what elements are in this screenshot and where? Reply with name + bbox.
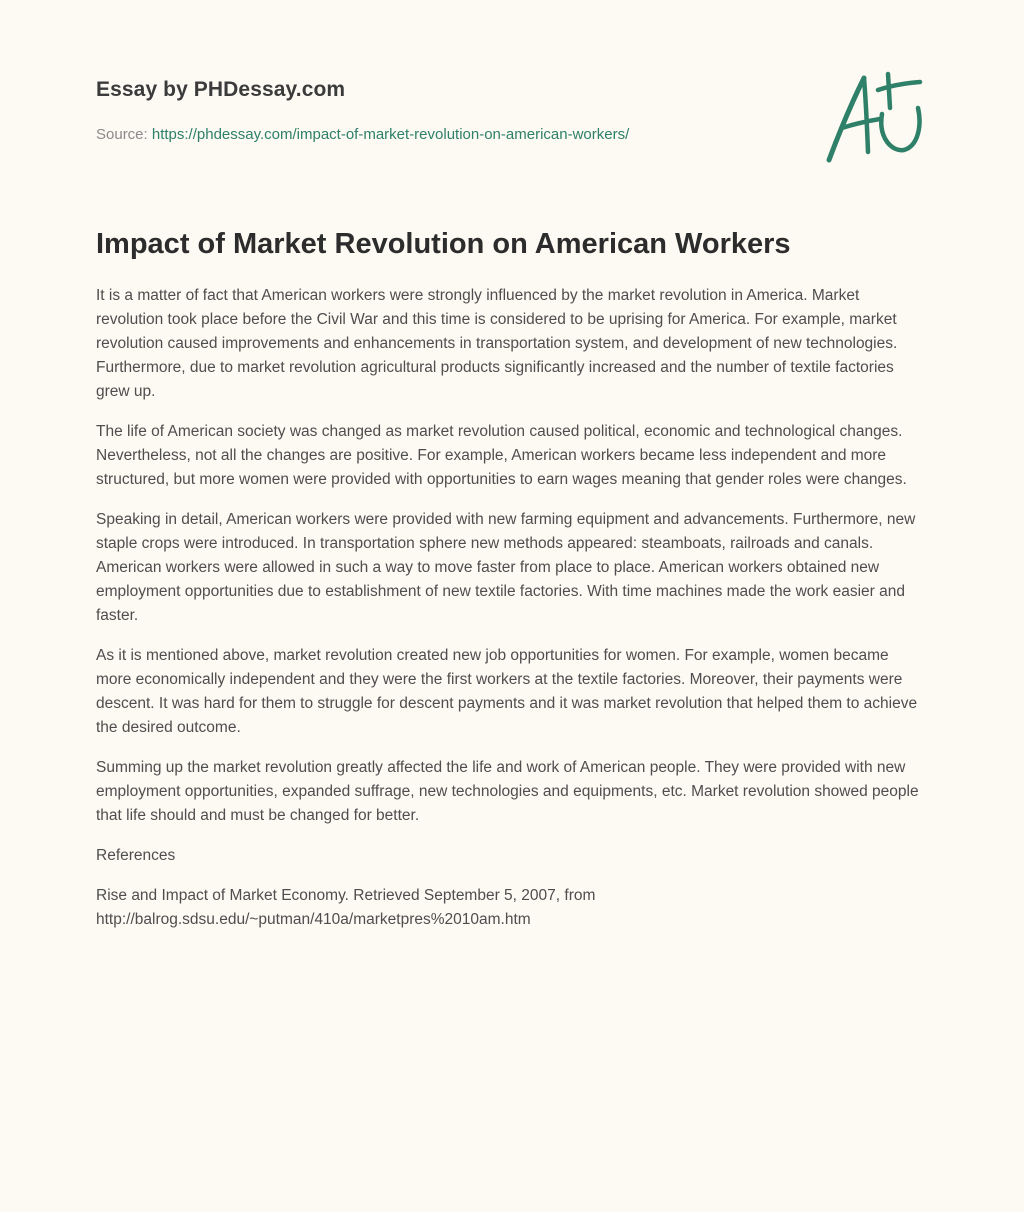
- source-link[interactable]: https://phdessay.com/impact-of-market-revolution-on-american-workers/: [151, 126, 630, 143]
- source-label: Source:: [96, 126, 152, 143]
- paragraph-3: Speaking in detail, American workers were provided with new farming equipment and advancements. Furthermore, new staple crops were introduced. In transportation sphere new methods appeared: steamboats, railroads and canals. American workers were allowed in such a way to move faster from place to place. American workers obtained new employment opportunities due to establishment of new textile factories. With time machines made the work easier and faster.: [96, 511, 916, 624]
- references-heading: References: [96, 847, 176, 864]
- paragraph-4: As it is mentioned above, market revolution created new job opportunities for women. For example, women became more economically independent and they were the first workers at the textile factories. Moreover, their payments were descent. It was hard for them to struggle for descent payments and it was market revolution that helped them to achieve the desired outcome.: [96, 647, 918, 736]
- paragraph-1: It is a matter of fact that American workers were strongly influenced by the market revolution in America. Market revolution took place before the Civil War and this time is considered to be uprising for America. For example, market revolution caused improvements and enhancements in transportation system, and development of new technologies. Furthermore, due to market revolution agricultural products significantly increased and the number of textile factories grew up.: [96, 287, 898, 400]
- essay-body: [96, 224, 928, 948]
- paragraph-5: Summing up the market revolution greatly affected the life and work of American people. They were provided with new employment opportunities, expanded suffrage, new technologies and equipments, etc. Market revolution showed people that life should and must be changed for better.: [96, 759, 919, 824]
- site-brand: Essay by PHDessay.com: [96, 78, 346, 101]
- source-line: [96, 125, 796, 145]
- a-plus-grade-icon: [822, 66, 928, 166]
- reference-entry: Rise and Impact of Market Economy. Retrieved September 5, 2007, from http://balrog.sdsu.edu/~putman/410a/marketpres%2010am.htm: [96, 887, 596, 928]
- page-header: [96, 76, 796, 145]
- essay-title: Impact of Market Revolution on American Workers: [96, 228, 791, 260]
- paragraph-2: The life of American society was changed as market revolution caused political, economic and technological changes. Nevertheless, not all the changes are positive. For example, American workers became less independent and more structured, but more women were provided with opportunities to earn wages meaning that gender roles were changes.: [96, 423, 907, 488]
